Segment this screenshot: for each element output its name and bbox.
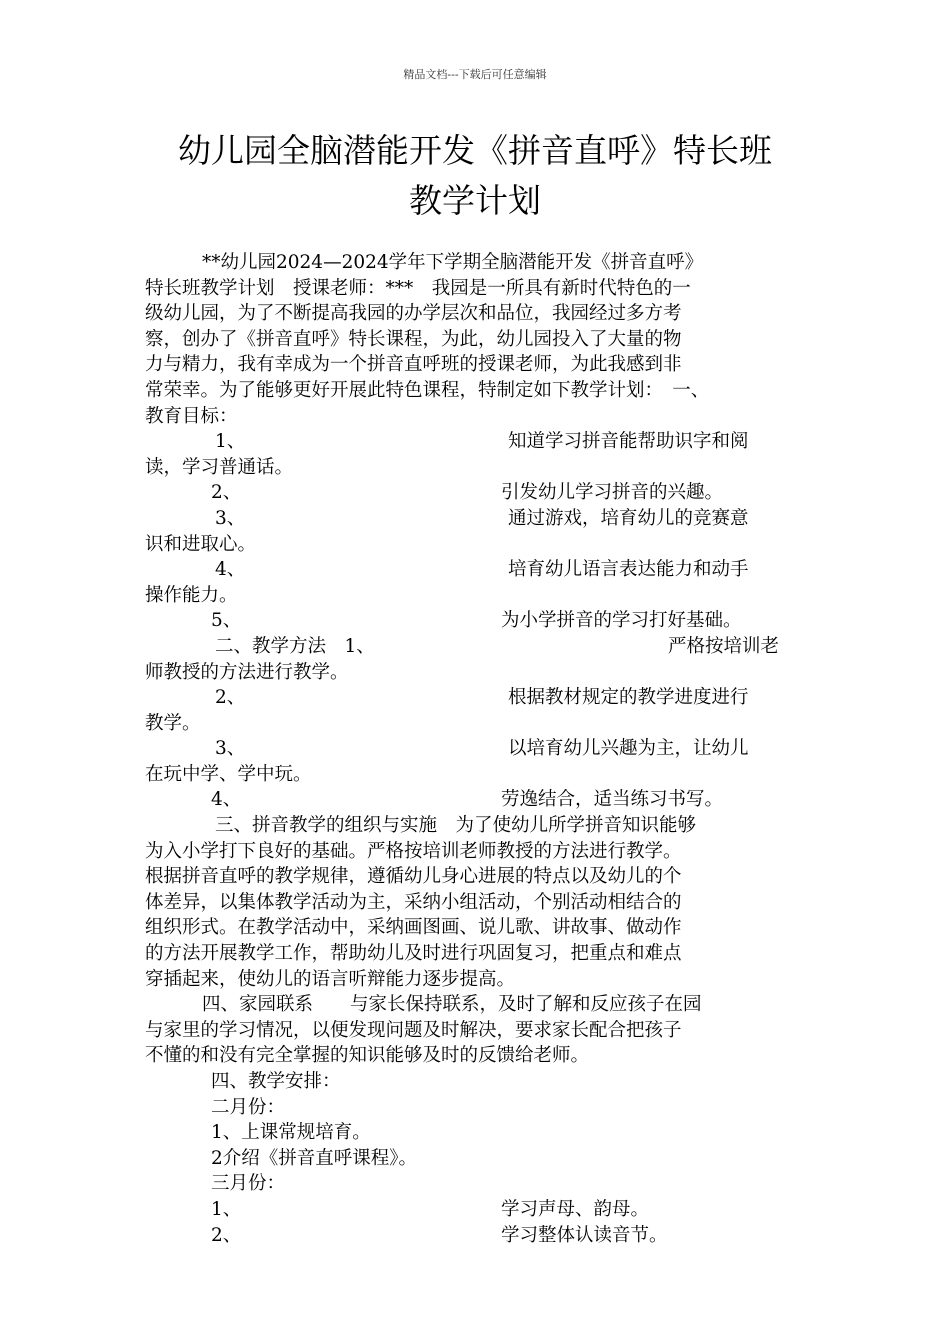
text-segment: 知道学习拼音能帮助识字和阅 [508,431,749,453]
text-segment: 为入小学打下良好的基础。严格按培训老师教授的方法进行教学。 [145,840,682,862]
text-line [145,250,810,276]
text-line [145,992,810,1018]
text-segment: 操作能力。 [145,584,238,606]
document-title-line-2: 教学计划 [409,181,541,220]
text-segment: 三、拼音教学的组织与实施 为了使幼儿所学拼音知识能够 [215,815,697,837]
text-line [145,1095,810,1121]
text-segment: **幼儿园2024—2024学年下学期全脑潜能开发《拼音直呼》 [202,252,704,273]
text-segment: 4、 [211,789,242,811]
text-line [145,864,810,890]
text-segment: 不懂的和没有完全掌握的知识能够及时的反馈给老师。 [145,1045,590,1067]
text-line [145,634,810,660]
text-line [145,506,810,532]
text-line [145,1223,810,1249]
text-line [145,967,810,993]
text-segment: 四、教学安排： [211,1071,341,1092]
text-line [145,455,810,481]
text-line [145,1018,810,1044]
text-segment: 组织形式。在教学活动中，采纳画图画、说儿歌、讲故事、做动作 [145,917,682,939]
text-segment: 1、上课常规培育。 [211,1122,371,1144]
text-segment: 根据拼音直呼的教学规律，遵循幼儿身心进展的特点以及幼儿的个 [145,866,682,888]
text-line [145,404,810,430]
text-segment: 二、教学方法 1、 [215,635,375,657]
text-line [145,583,810,609]
page-header-note: 精品文档---下载后可任意编辑 [403,68,547,81]
text-segment: 教学。 [145,712,201,734]
text-segment: 读，学习普通话。 [145,456,294,478]
text-segment: 1、 [211,1198,242,1220]
text-segment: 三月份： [211,1173,286,1195]
text-line [145,890,810,916]
text-segment: 5、 [211,610,242,632]
text-segment: 穿插起来，使幼儿的语言听辩能力逐步提高。 [145,968,516,990]
text-segment: 与家里的学习情况，以便发现问题及时解决，要求家长配合把孩子 [145,1019,682,1041]
text-line [145,1120,810,1146]
text-segment: 力与精力，我有幸成为一个拼音直呼班的授课老师，为此我感到非 [145,354,682,376]
text-segment: 识和进取心。 [145,533,257,555]
document-title-line-1: 幼儿园全脑潜能开发《拼音直呼》特长班 [178,131,772,170]
text-segment: 3、 [215,507,246,529]
text-segment: 严格按培训老 [668,635,780,657]
text-segment: 在玩中学、学中玩。 [145,763,312,785]
text-segment: 以培育幼儿兴趣为主，让幼儿 [508,738,749,760]
text-line [145,915,810,941]
text-segment: 劳逸结合，适当练习书写。 [501,789,724,811]
text-line [145,736,810,762]
text-line [145,1171,810,1197]
text-segment: 特长班教学计划 授课老师：*** 我园是一所具有新时代特色的一 [145,277,691,299]
text-line [145,532,810,558]
text-line [145,787,810,813]
document-body [145,250,810,1248]
text-line [145,1146,810,1172]
text-line [145,557,810,583]
text-line [145,660,810,686]
text-line [145,941,810,967]
text-segment: 引发幼儿学习拼音的兴趣。 [501,482,724,504]
text-segment: 的方法开展教学工作，帮助幼儿及时进行巩固复习，把重点和难点 [145,943,682,965]
text-segment: 2介绍《拼音直呼课程》。 [211,1147,418,1169]
text-line [145,327,810,353]
text-line [145,608,810,634]
text-segment: 3、 [215,738,246,760]
text-segment: 学习整体认读音节。 [501,1224,668,1246]
text-line [145,1043,810,1069]
text-segment: 师教授的方法进行教学。 [145,661,349,683]
text-line [145,813,810,839]
text-segment: 四、家园联系 与家长保持联系，及时了解和反应孩子在园 [202,994,702,1016]
text-line [145,1197,810,1223]
text-segment: 根据教材规定的教学进度进行 [508,687,749,709]
text-segment: 常荣幸。为了能够更好开展此特色课程，特制定如下教学计划： 一、 [145,379,710,401]
text-segment: 教育目标： [145,405,238,427]
text-line [145,352,810,378]
text-segment: 为小学拼音的学习打好基础。 [501,610,742,632]
text-segment: 1、 [215,431,246,453]
text-line [145,301,810,327]
text-line [145,685,810,711]
text-segment: 2、 [211,482,242,504]
text-segment: 二月份： [211,1096,286,1118]
text-segment: 体差异，以集体教学活动为主，采纳小组活动，个别活动相结合的 [145,891,682,913]
text-line [145,429,810,455]
text-segment: 培育幼儿语言表达能力和动手 [508,559,749,581]
text-segment: 级幼儿园，为了不断提高我园的办学层次和品位，我园经过多方考 [145,303,682,325]
text-line [145,762,810,788]
text-line [145,1069,810,1095]
text-line [145,378,810,404]
text-segment: 通过游戏，培育幼儿的竞赛意 [508,507,749,529]
text-segment: 2、 [211,1224,242,1246]
text-segment: 2、 [215,687,246,709]
text-segment: 察，创办了《拼音直呼》特长课程，为此，幼儿园投入了大量的物 [145,328,682,350]
text-line [145,480,810,506]
text-line [145,276,810,302]
text-line [145,839,810,865]
text-segment: 4、 [215,559,246,581]
text-segment: 学习声母、韵母。 [501,1198,650,1220]
text-line [145,711,810,737]
